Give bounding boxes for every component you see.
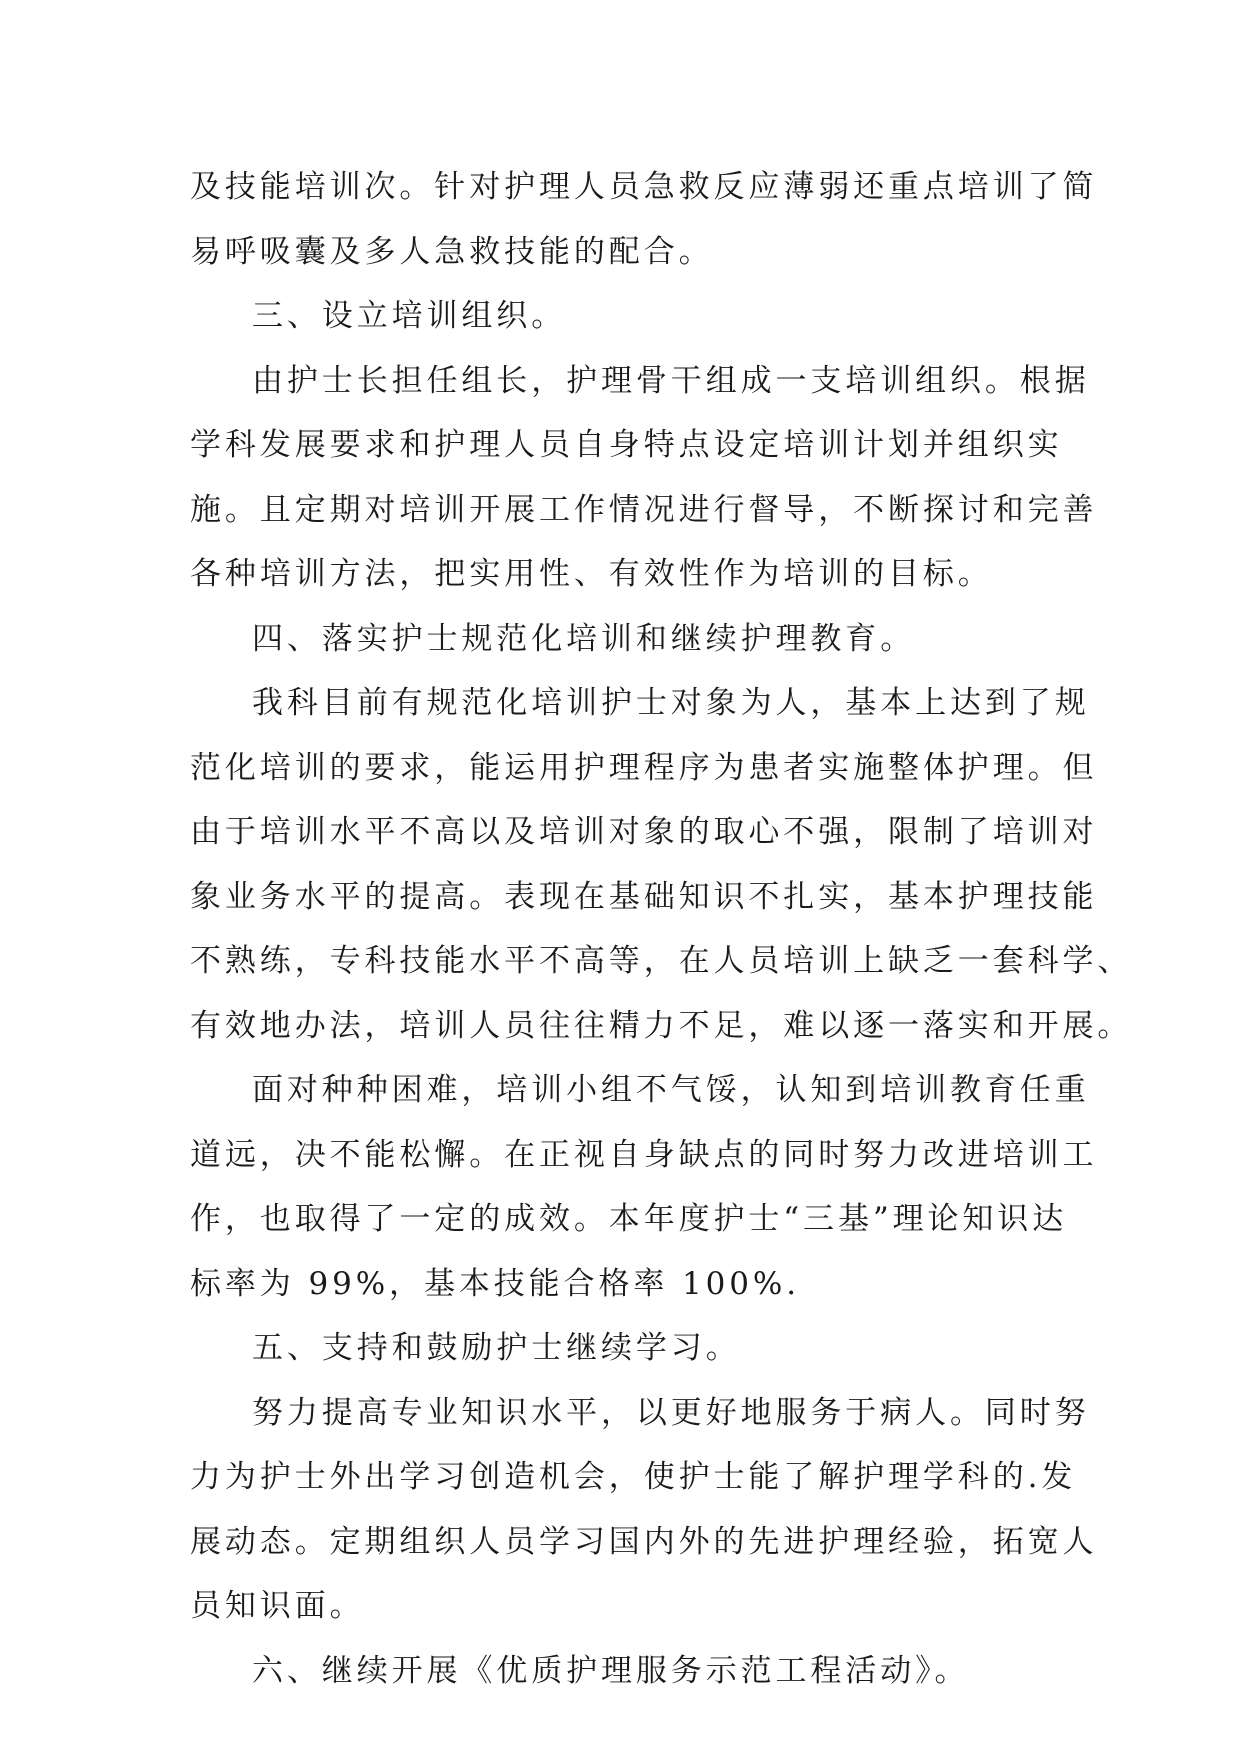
text-line: 面对种种困难，培训小组不气馁，认知到培训教育任重: [252, 1072, 1090, 1108]
paragraph-standardized-training: [190, 671, 1133, 1058]
text-line: 作，也取得了一定的成效。本年度护士“三基”理论知识达: [190, 1201, 1068, 1237]
text-line: 由护士长担任组长，护理骨干组成一支培训组织。根据: [252, 362, 1090, 399]
body-text: [190, 155, 1133, 1703]
text-line: 象业务水平的提高。表现在基础知识不扎实，基本护理技能: [190, 878, 1098, 915]
text-line: 员知识面。: [190, 1588, 365, 1624]
text-line: 各种培训方法，把实用性、有效性作为培训的目标。: [190, 556, 993, 592]
text-line: 有效地办法，培训人员往往精力不足，难以逐一落实和开展。: [190, 1007, 1133, 1044]
paragraph-training-continued: [190, 155, 1098, 284]
paragraph-difficulties: [190, 1058, 1098, 1316]
text-line: 学科发展要求和护理人员自身特点设定培训计划并组织实: [190, 427, 1063, 463]
text-line: 力为护士外出学习创造机会，使护士能了解护理学科的.发: [190, 1459, 1077, 1495]
text-line: 及技能培训次。针对护理人员急救反应薄弱还重点培训了简: [190, 169, 1098, 205]
section-heading-5: [190, 1316, 1050, 1381]
text-line: 道远，决不能松懈。在正视自身缺点的同时努力改进培训工: [190, 1136, 1098, 1173]
section-heading-6: [190, 1639, 1050, 1704]
text-line: 易呼吸囊及多人急救技能的配合。: [190, 233, 714, 270]
heading-line: 四、落实护士规范化培训和继续护理教育。: [252, 620, 916, 657]
paragraph-continuing-study: [190, 1381, 1098, 1639]
text-line: 标率为 99%，基本技能合格率 100%.: [190, 1265, 800, 1302]
heading-line: 三、设立培训组织。: [252, 298, 567, 334]
text-line: 由于培训水平不高以及培训对象的取心不强，限制了培训对: [190, 814, 1098, 850]
paragraph-training-org: [190, 349, 1098, 607]
text-line: 不熟练，专科技能水平不高等，在人员培训上缺乏一套科学、: [190, 943, 1133, 979]
text-line: 我科目前有规范化培训护士对象为人，基本上达到了规: [252, 685, 1090, 721]
text-line: 施。且定期对培训开展工作情况进行督导，不断探讨和完善: [190, 491, 1098, 528]
heading-line: 五、支持和鼓励护士继续学习。: [252, 1330, 741, 1366]
section-heading-4: [190, 607, 1050, 672]
heading-line: 六、继续开展《优质护理服务示范工程活动》。: [252, 1652, 970, 1689]
text-line: 努力提高专业知识水平，以更好地服务于病人。同时努: [252, 1394, 1090, 1431]
section-heading-3: [190, 284, 1050, 349]
text-line: 展动态。定期组织人员学习国内外的先进护理经验，拓宽人: [190, 1523, 1098, 1560]
text-line: 范化培训的要求，能运用护理程序为患者实施整体护理。但: [190, 749, 1098, 786]
